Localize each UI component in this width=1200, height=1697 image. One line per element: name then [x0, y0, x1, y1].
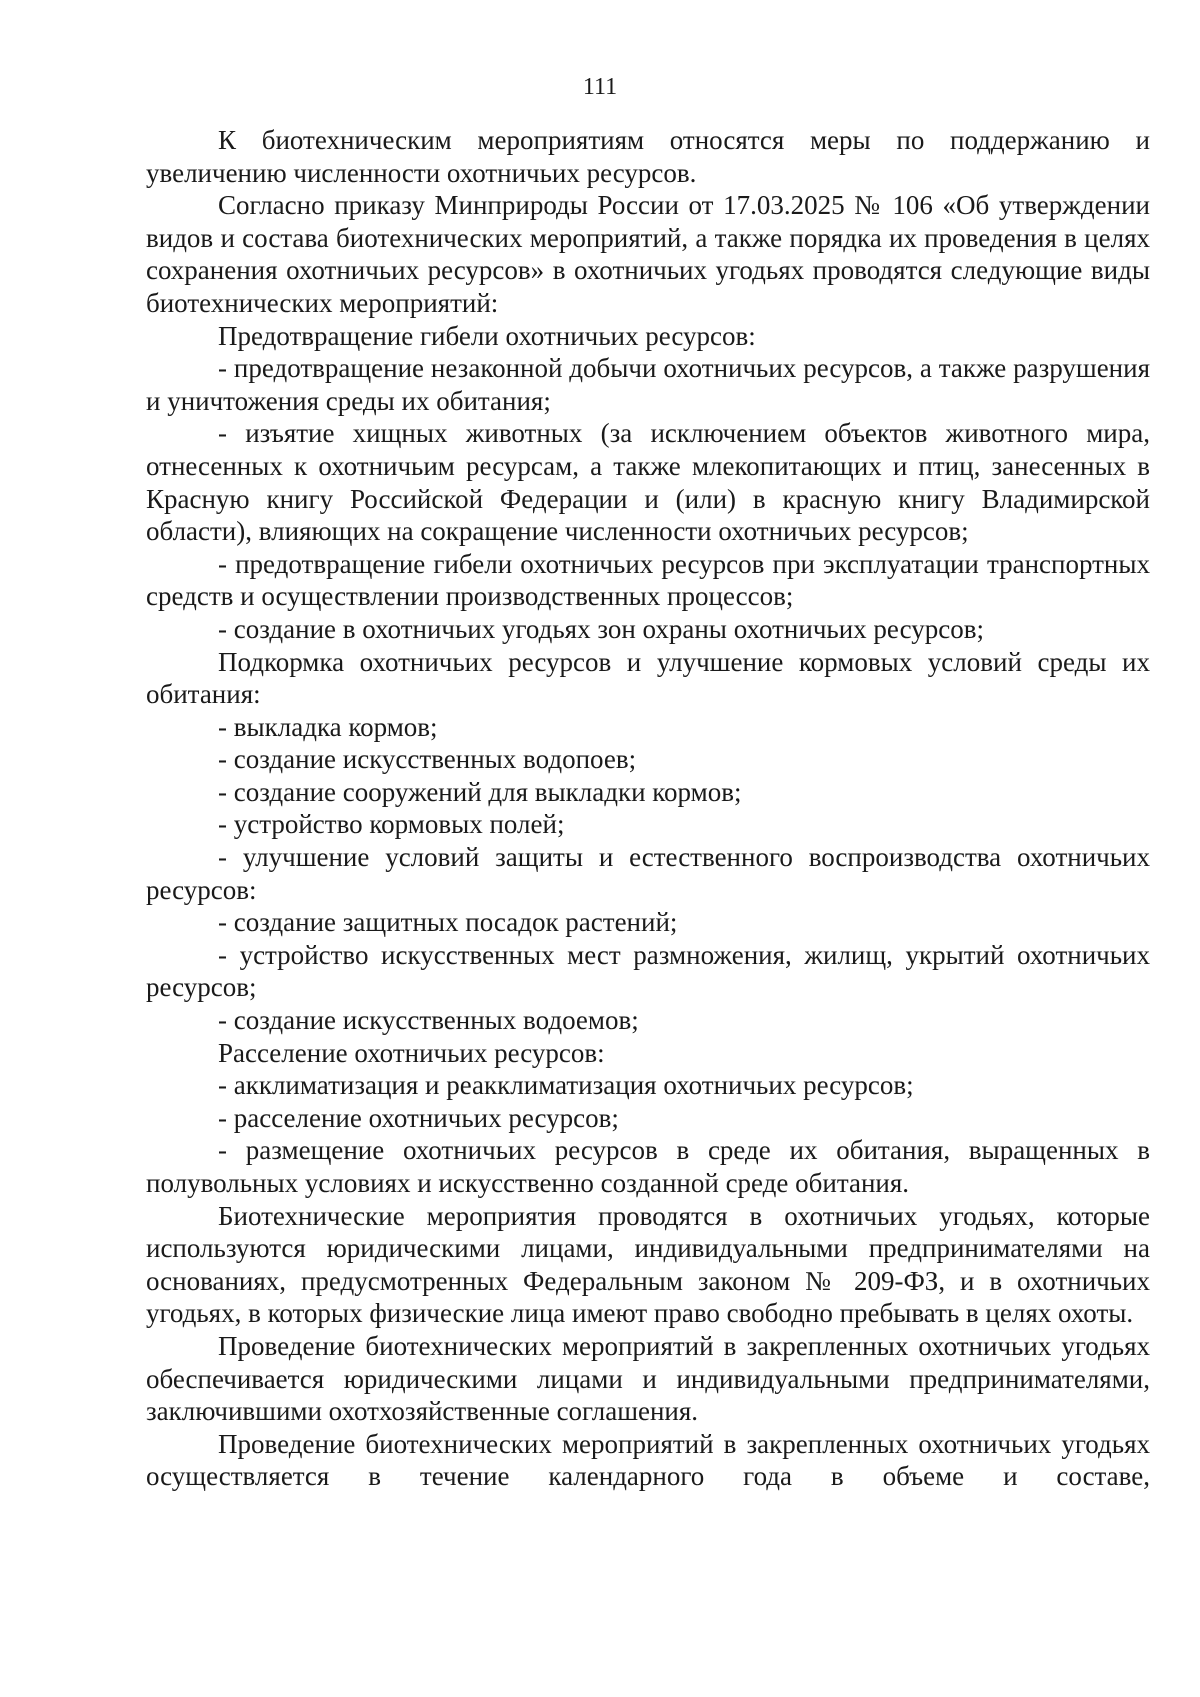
list-item: - создание защитных посадок растений;	[218, 907, 678, 938]
list-item: - создание искусственных водоемов;	[218, 1005, 639, 1036]
page-number: 111	[582, 74, 618, 100]
list-item: - устройство кормовых полей;	[218, 809, 565, 840]
paragraph-calendar-year: Проведение биотехнических мероприятий в закрепленных охотничьих угодьях осуществляется в течение календарного года в объеме и составе,	[146, 1428, 1150, 1492]
list-item: - размещение охотничьих ресурсов в среде их обитания, выращенных в полувольных условиях и искусственно созданной среде обитания.	[146, 1135, 1150, 1198]
list-item: - создание сооружений для выкладки кормов;	[218, 776, 742, 807]
section-heading-prevention: Предотвращение гибели охотничьих ресурсов:	[218, 320, 756, 351]
section-heading-feeding: Подкормка охотничьих ресурсов и улучшение кормовых условий среды их обитания:	[146, 646, 1150, 710]
list-item: - акклиматизация и реакклиматизация охотничьих ресурсов;	[218, 1070, 914, 1101]
list-item: - изъятие хищных животных (за исключением объектов животного мира, отнесенных к охотничьим ресурсам, а также млекопитающих и птиц, занесенных в Красную книгу Российской Федерации и (или) в красную книгу Владимирской области), влияющих на сокращение численности охотничьих ресурсов;	[146, 418, 1150, 547]
list-item: - предотвращение гибели охотничьих ресурсов при эксплуатации транспортных средств и осуществлении производственных процессов;	[146, 548, 1150, 612]
paragraph-assigned-grounds: Проведение биотехнических мероприятий в закрепленных охотничьих угодьях обеспечивается юридическими лицами и индивидуальными предпринимателями, заключившими охотхозяйственные соглашения.	[146, 1330, 1150, 1427]
list-item: - улучшение условий защиты и естественного воспроизводства охотничьих ресурсов:	[146, 842, 1150, 905]
paragraph-order-reference: Согласно приказу Минприроды России от 17.03.2025 № 106 «Об утверждении видов и состава биотехнических мероприятий, а также порядка их проведения в целях сохранения охотничьих ресурсов» в охотничьих угодьях проводятся следующие виды биотехнических мероприятий:	[146, 190, 1150, 318]
list-item: - создание в охотничьих угодьях зон охраны охотничьих ресурсов;	[218, 613, 984, 644]
paragraph-intro: К биотехническим мероприятиям относятся меры по поддержанию и увеличению численности охотничьих ресурсов.	[146, 125, 1150, 188]
list-item: - предотвращение незаконной добычи охотничьих ресурсов, а также разрушения и уничтожения среды их обитания;	[146, 353, 1150, 416]
list-item: - устройство искусственных мест размножения, жилищ, укрытий охотничьих ресурсов;	[146, 939, 1150, 1003]
paragraph-hunting-grounds: Биотехнические мероприятия проводятся в охотничьих угодьях, которые используются юридическими лицами, индивидуальными предпринимателями на основаниях, предусмотренных Федеральным законом № 209-ФЗ, и в охотничьих угодьях, в которых физические лица имеют право свободно пребывать в целях охоты.	[146, 1200, 1150, 1329]
list-item: - создание искусственных водопоев;	[218, 744, 637, 775]
section-heading-resettlement: Расселение охотничьих ресурсов:	[218, 1037, 605, 1068]
list-item: - выкладка кормов;	[218, 711, 438, 742]
list-item: - расселение охотничьих ресурсов;	[218, 1102, 619, 1133]
document-body	[146, 124, 1150, 1493]
